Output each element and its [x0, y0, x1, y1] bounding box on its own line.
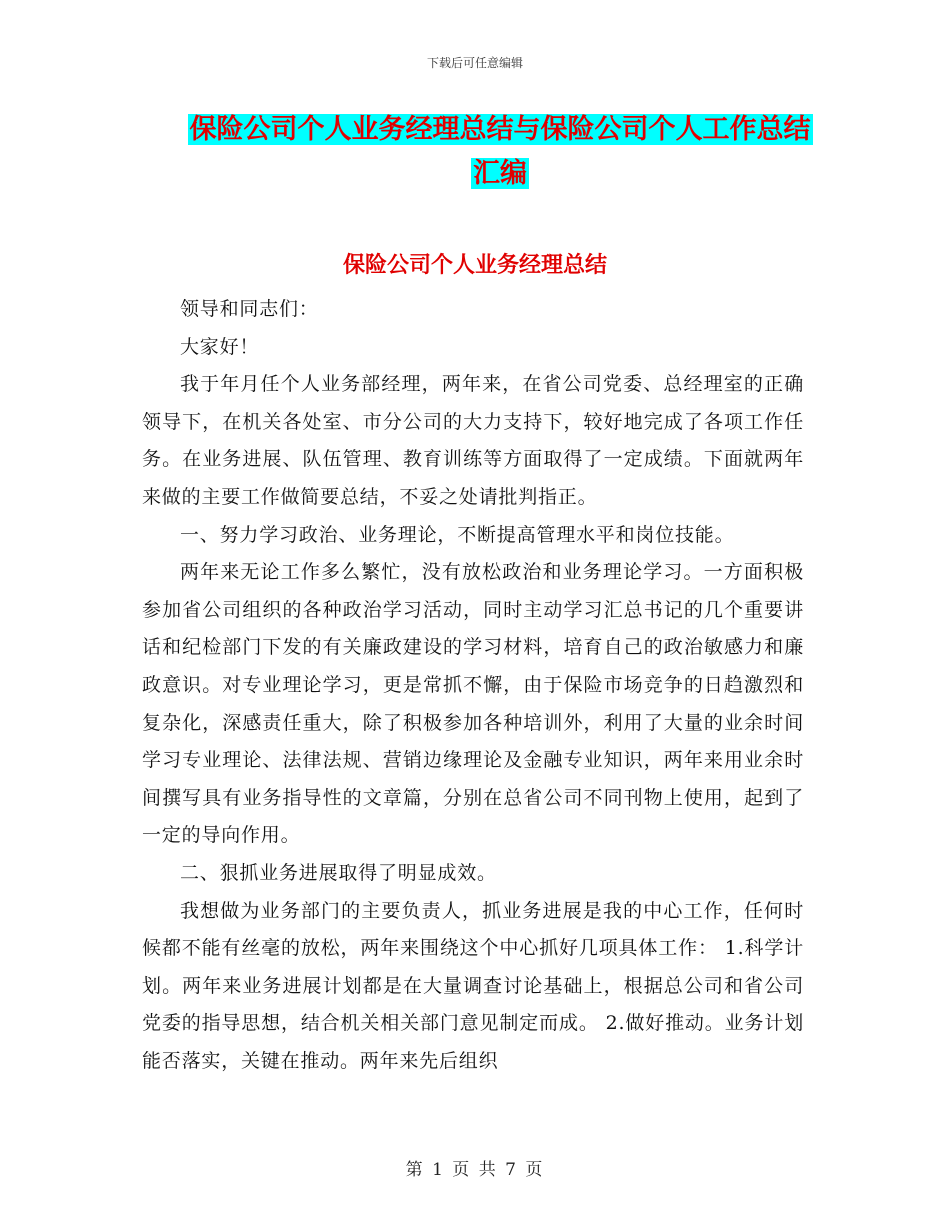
section-title: 保险公司个人业务经理总结: [342, 252, 607, 278]
paragraph-business: 我想做为业务部门的主要负责人，抓业务进展是我的中心工作，任何时候都不能有丝毫的放松，两年来围绕这个中心抓好几项具体工作： 1.科学计划。两年来业务进展计划都是在大量调查讨论基础上，根据总公司和省公司党委的指导思想，结合机关相关部门意见制定而成。 2.做好推动。业务计划能否落实，关键在推动。两年来先后组织: [142, 899, 804, 1072]
body-text: [142, 291, 804, 1080]
page-footer: 第 1 页 共 7 页: [405, 1160, 545, 1180]
paragraph-study: 两年来无论工作多么繁忙，没有放松政治和业务理论学习。一方面积极参加省公司组织的各种政治学习活动，同时主动学习汇总书记的几个重要讲话和纪检部门下发的有关廉政建设的学习材料，培育自己的政治敏感力和廉政意识。对专业理论学习，更是常抓不懈，由于保险市场竞争的日趋激烈和复杂化，深感责任重大，除了积极参加各种培训外，利用了大量的业余时间学习专业理论、法律法规、营销边缘理论及金融专业知识，两年来用业余时间撰写具有业务指导性的文章篇，分别在总省公司不同刊物上使用，起到了一定的导向作用。: [142, 561, 804, 847]
document-title: [140, 108, 860, 196]
document-title-line-2: 汇编: [473, 158, 527, 189]
paragraph-intro: 我于年月任个人业务部经理，两年来，在省公司党委、总经理室的正确领导下，在机关各处室、市分公司的大力支持下，较好地完成了各项工作任务。在业务进展、队伍管理、教育训练等方面取得了一定成绩。下面就两年来做的主要工作做简要总结，不妥之处请批判指正。: [142, 373, 804, 508]
paragraph-greeting: 大家好！: [180, 335, 260, 358]
paragraph-heading-1: 一、努力学习政治、业务理论，不断提高管理水平和岗位技能。: [180, 523, 735, 546]
paragraph-salutation: 领导和同志们：: [180, 298, 319, 320]
document-title-line-1: 保险公司个人业务经理总结与保险公司个人工作总结: [189, 114, 811, 145]
paragraph-heading-2: 二、狠抓业务进展取得了明显成效。: [180, 861, 497, 884]
header-note: 下载后可任意编辑: [426, 56, 523, 70]
